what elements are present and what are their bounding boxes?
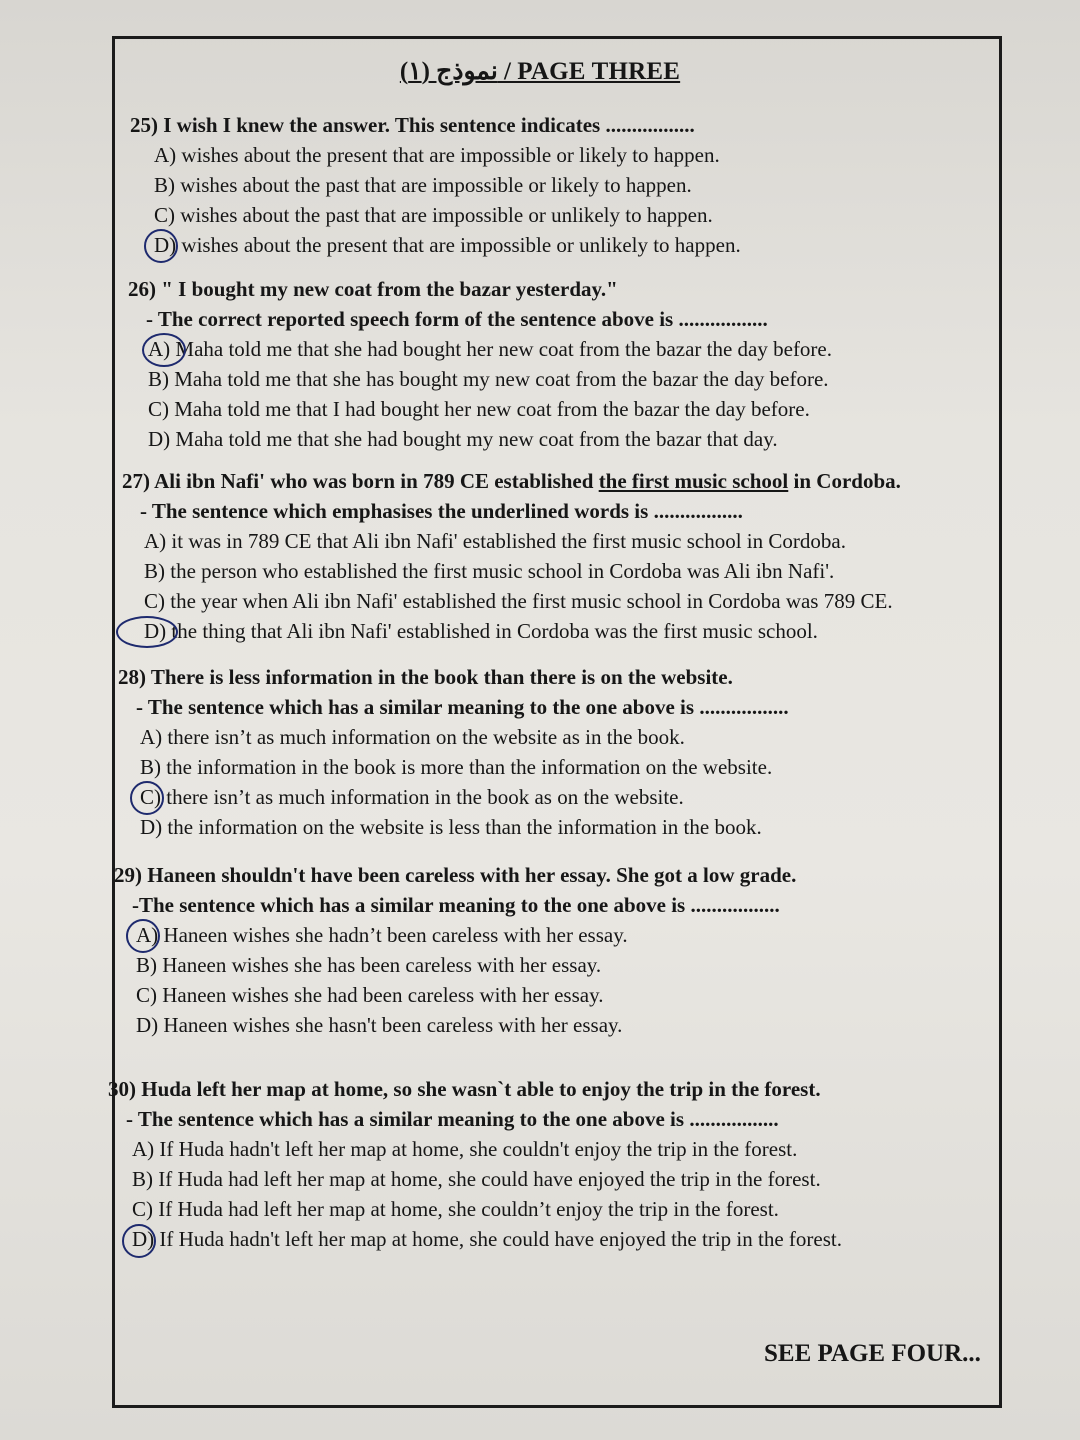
- question-stem: 29) Haneen shouldn't have been careless with her essay. She got a low grade.: [114, 863, 797, 887]
- option-b: B) the information in the book is more than the information on the website.: [140, 755, 773, 779]
- option-c: C) Maha told me that I had bought her new coat from the bazar the day before.: [148, 397, 810, 421]
- option-c: C) Haneen wishes she had been careless with her essay.: [136, 983, 604, 1007]
- underlined-words: the first music school: [598, 469, 789, 493]
- option-b: B) the person who established the first music school in Cordoba was Ali ibn Nafi'.: [144, 559, 835, 583]
- question-instruction: - The sentence which has a similar meaning to the one above is .................: [126, 1107, 779, 1131]
- question-29: [114, 860, 796, 1040]
- question-stem: 25) I wish I knew the answer. This sentence indicates .................: [130, 113, 695, 137]
- option-b: B) wishes about the past that are impossible or likely to happen.: [154, 173, 692, 197]
- see-next-page-note: SEE PAGE FOUR...: [764, 1340, 981, 1367]
- option-d: D) wishes about the present that are impossible or unlikely to happen.: [130, 230, 741, 260]
- question-instruction: - The sentence which has a similar meaning to the one above is .................: [136, 695, 789, 719]
- question-stem: 28) There is less information in the book than there is on the website.: [118, 665, 733, 689]
- question-instruction: -The sentence which has a similar meaning to the one above is .................: [132, 893, 780, 917]
- option-b: B) If Huda had left her map at home, she could have enjoyed the trip in the forest.: [132, 1167, 821, 1191]
- page-title: نموذج (١) / PAGE THREE: [399, 58, 681, 85]
- option-c: C) there isn’t as much information in the book as on the website.: [118, 782, 789, 812]
- option-b: B) Haneen wishes she has been careless with her essay.: [136, 953, 602, 977]
- option-a: A) there isn’t as much information on the website as in the book.: [140, 725, 685, 749]
- option-d: D) If Huda hadn't left her map at home, she could have enjoyed the trip in the forest.: [108, 1224, 842, 1254]
- option-c: C) wishes about the past that are impossible or unlikely to happen.: [154, 203, 713, 227]
- option-a: A) Maha told me that she had bought her new coat from the bazar the day before.: [128, 334, 832, 364]
- option-b: B) Maha told me that she has bought my new coat from the bazar the day before.: [148, 367, 829, 391]
- question-stem: 26) " I bought my new coat from the bazar yesterday.": [128, 277, 618, 301]
- question-25: [130, 110, 741, 260]
- option-a: A) If Huda hadn't left her map at home, she couldn't enjoy the trip in the forest.: [132, 1137, 798, 1161]
- option-d: D) Haneen wishes she hasn't been careless with her essay.: [136, 1013, 623, 1037]
- question-26: [128, 274, 832, 454]
- option-d: D) the information on the website is less than the information in the book.: [140, 815, 762, 839]
- option-a: A) wishes about the present that are impossible or likely to happen.: [154, 143, 720, 167]
- question-instruction: - The correct reported speech form of the sentence above is .................: [146, 307, 768, 331]
- question-30: [108, 1074, 842, 1254]
- option-c: C) the year when Ali ibn Nafi' established the first music school in Cordoba was 789 CE.: [144, 589, 893, 613]
- option-d: D) Maha told me that she had bought my new coat from the bazar that day.: [148, 427, 778, 451]
- question-stem: 27) Ali ibn Nafi' who was born in 789 CE established the first music school in Cordoba.: [122, 469, 901, 493]
- option-a: A) Haneen wishes she hadn’t been careless with her essay.: [114, 920, 796, 950]
- option-d: D) the thing that Ali ibn Nafi' established in Cordoba was the first music school.: [122, 616, 901, 646]
- question-28: [118, 662, 789, 842]
- question-instruction: - The sentence which emphasises the underlined words is .................: [140, 499, 743, 523]
- option-a: A) it was in 789 CE that Ali ibn Nafi' established the first music school in Cordoba.: [144, 529, 846, 553]
- question-27: [122, 466, 901, 646]
- question-stem: 30) Huda left her map at home, so she wasn`t able to enjoy the trip in the forest.: [108, 1077, 821, 1101]
- option-c: C) If Huda had left her map at home, she couldn’t enjoy the trip in the forest.: [132, 1197, 779, 1221]
